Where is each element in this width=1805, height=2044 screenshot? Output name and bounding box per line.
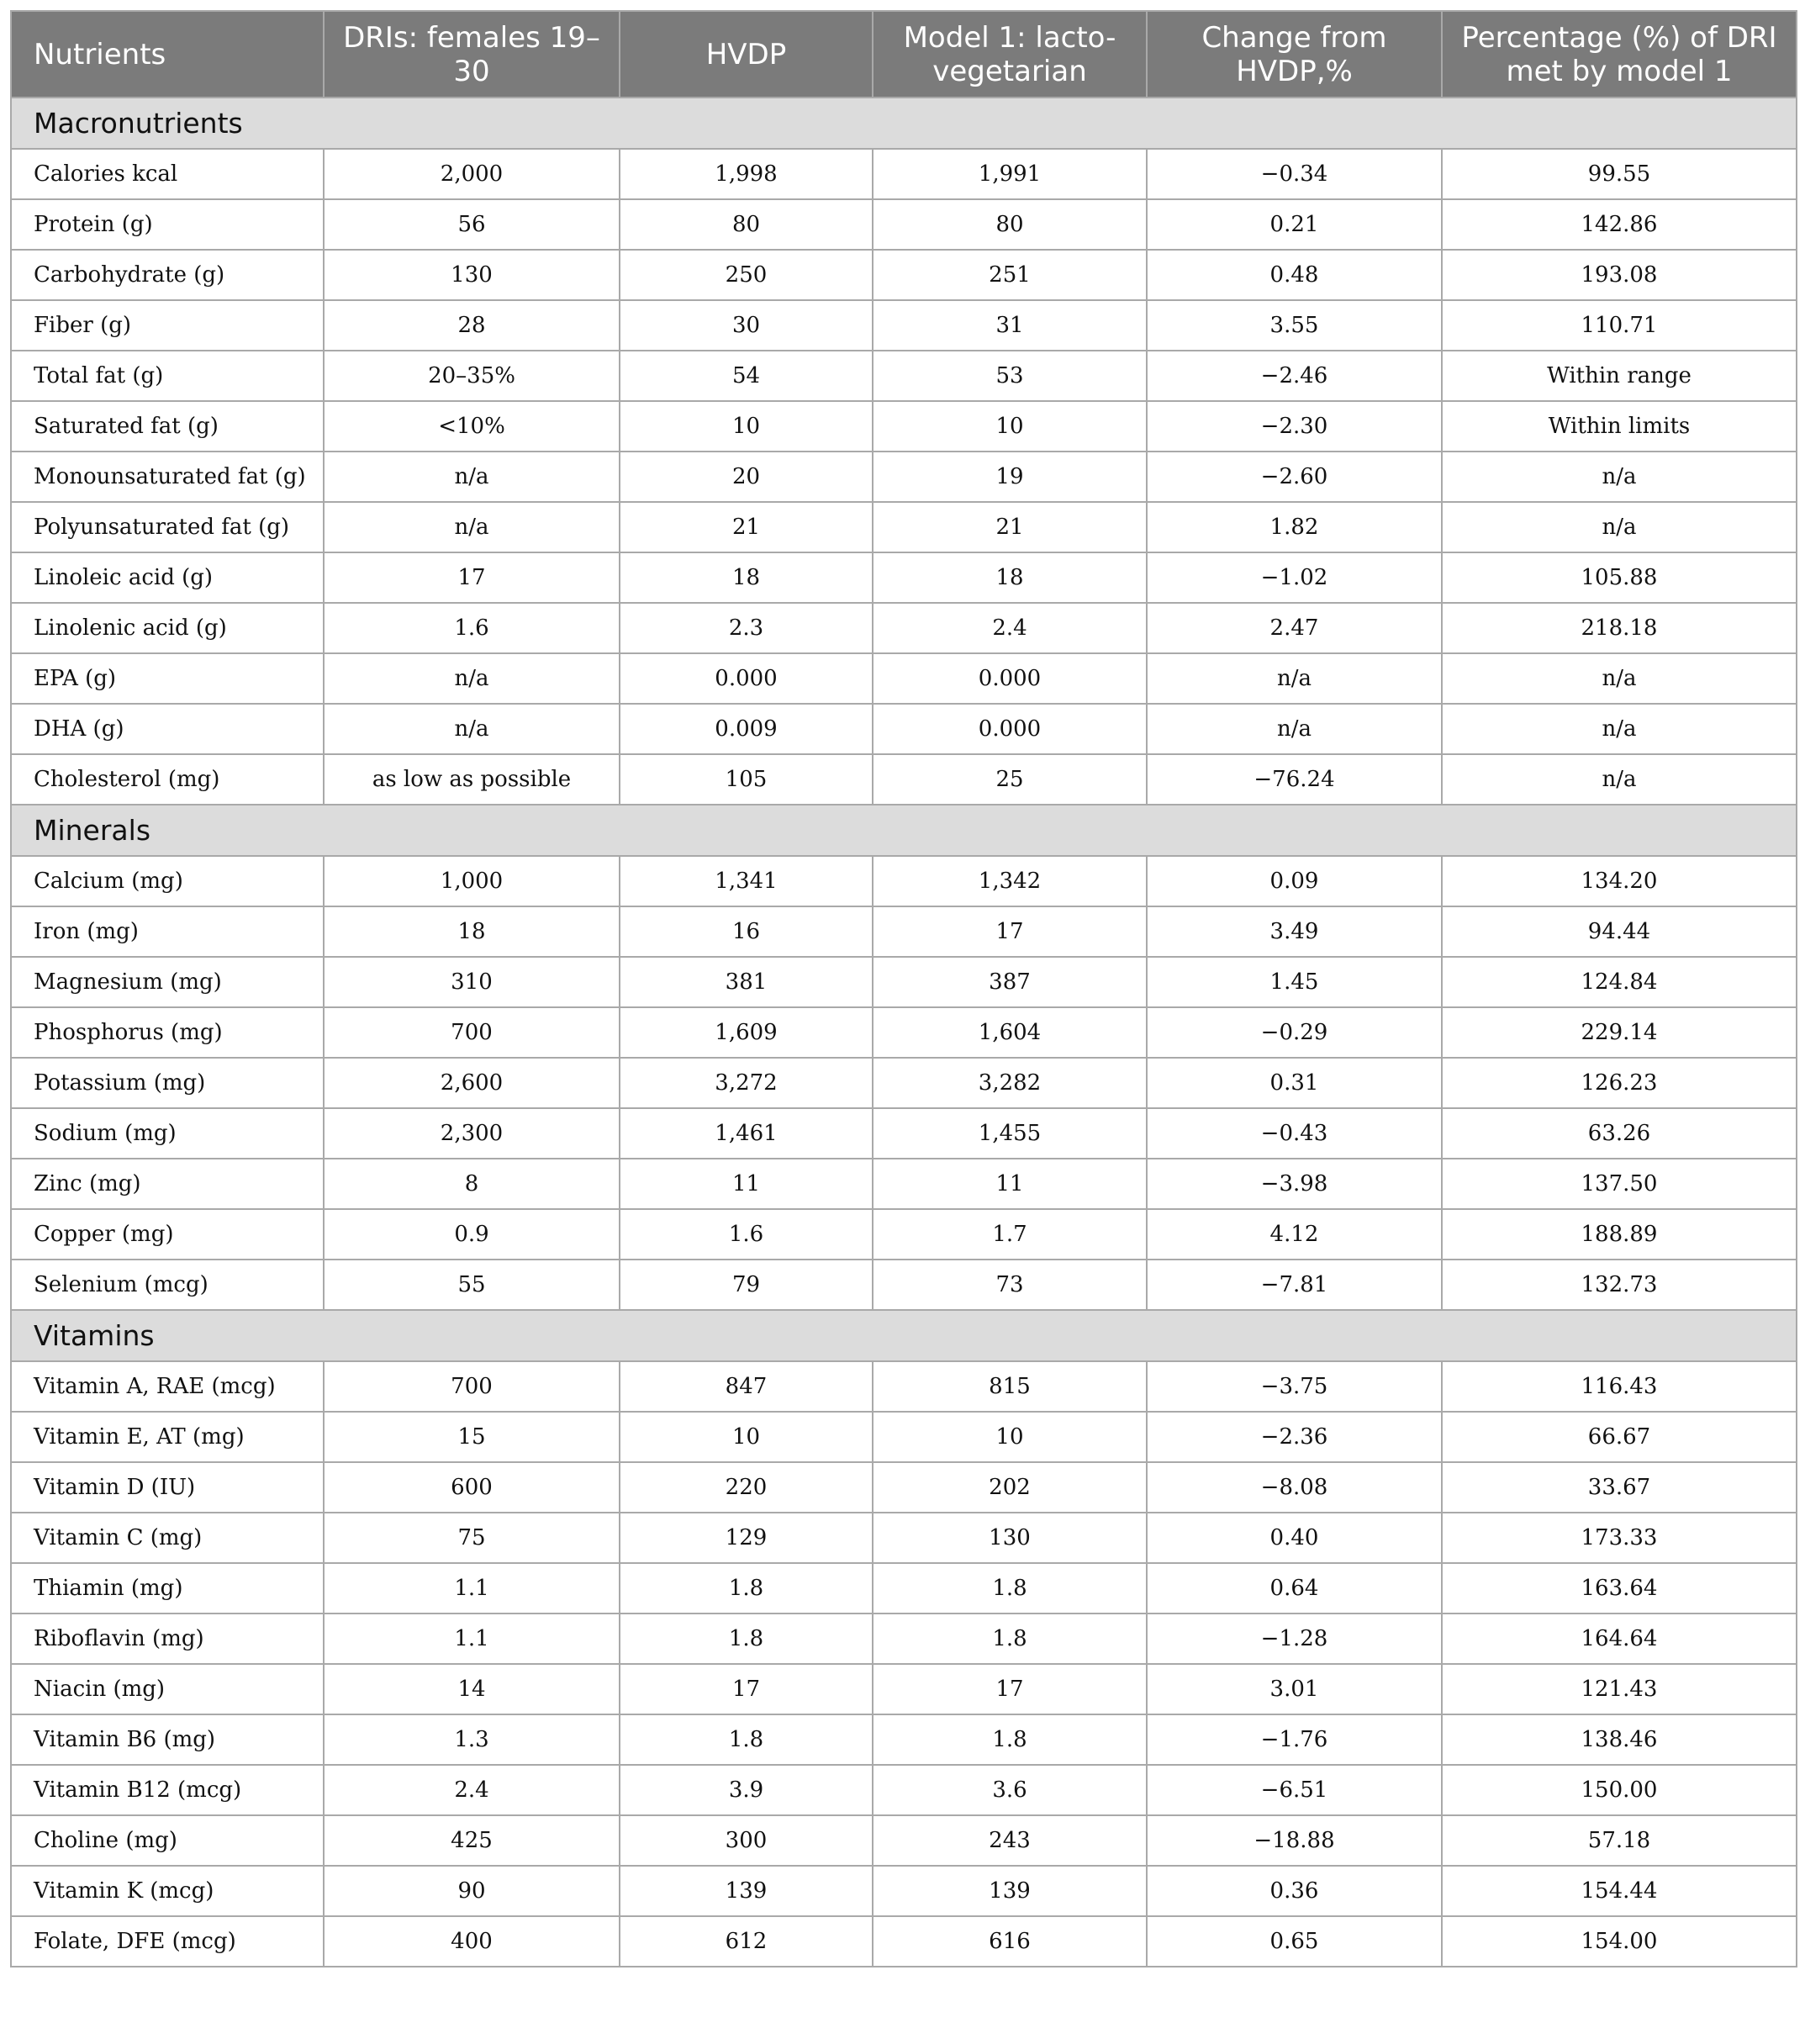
model1-cell: 251 <box>873 250 1147 300</box>
dri-cell: 310 <box>324 957 620 1007</box>
hvdp-cell: 381 <box>620 957 873 1007</box>
percent-dri-cell: 193.08 <box>1442 250 1797 300</box>
hvdp-cell: 10 <box>620 1412 873 1462</box>
dri-cell: 20–35% <box>324 351 620 401</box>
percent-dri-cell: n/a <box>1442 704 1797 754</box>
change-cell: 1.82 <box>1147 502 1442 552</box>
dri-cell: 8 <box>324 1159 620 1209</box>
nutrient-name-cell: Sodium (mg) <box>11 1108 324 1159</box>
table-row <box>11 704 1797 754</box>
hvdp-cell: 21 <box>620 502 873 552</box>
hvdp-cell: 1.8 <box>620 1614 873 1664</box>
model1-cell: 1,455 <box>873 1108 1147 1159</box>
percent-dri-cell: 121.43 <box>1442 1664 1797 1714</box>
dri-cell: 600 <box>324 1462 620 1513</box>
dri-cell: n/a <box>324 653 620 704</box>
percent-dri-cell: 137.50 <box>1442 1159 1797 1209</box>
dri-cell: 90 <box>324 1866 620 1916</box>
nutrient-name-cell: Vitamin A, RAE (mcg) <box>11 1361 324 1412</box>
dri-cell: 1.1 <box>324 1614 620 1664</box>
hvdp-cell: 612 <box>620 1916 873 1967</box>
change-cell: −2.36 <box>1147 1412 1442 1462</box>
percent-dri-cell: n/a <box>1442 452 1797 502</box>
hvdp-cell: 1,341 <box>620 856 873 906</box>
table-row <box>11 1058 1797 1108</box>
table-header <box>11 11 1797 98</box>
section-title: Macronutrients <box>11 98 1797 149</box>
model1-cell: 73 <box>873 1260 1147 1310</box>
model1-cell: 2.4 <box>873 603 1147 653</box>
change-cell: 0.65 <box>1147 1916 1442 1967</box>
dri-cell: 1,000 <box>324 856 620 906</box>
change-cell: 0.21 <box>1147 199 1442 250</box>
percent-dri-cell: 218.18 <box>1442 603 1797 653</box>
table-row <box>11 957 1797 1007</box>
hvdp-cell: 1.8 <box>620 1714 873 1765</box>
nutrient-name-cell: Protein (g) <box>11 199 324 250</box>
nutrient-name-cell: Potassium (mg) <box>11 1058 324 1108</box>
dri-cell: n/a <box>324 452 620 502</box>
percent-dri-cell: 188.89 <box>1442 1209 1797 1260</box>
dri-cell: 400 <box>324 1916 620 1967</box>
nutrient-table <box>10 10 1797 1967</box>
table-row <box>11 1563 1797 1614</box>
table-row <box>11 754 1797 805</box>
table-row <box>11 1765 1797 1815</box>
hvdp-cell: 11 <box>620 1159 873 1209</box>
dri-cell: 14 <box>324 1664 620 1714</box>
model1-cell: 815 <box>873 1361 1147 1412</box>
nutrient-name-cell: Magnesium (mg) <box>11 957 324 1007</box>
nutrient-name-cell: Vitamin D (IU) <box>11 1462 324 1513</box>
percent-dri-cell: 229.14 <box>1442 1007 1797 1058</box>
dri-cell: n/a <box>324 502 620 552</box>
percent-dri-cell: n/a <box>1442 653 1797 704</box>
percent-dri-cell: 154.44 <box>1442 1866 1797 1916</box>
nutrient-name-cell: Calories kcal <box>11 149 324 199</box>
change-cell: −0.29 <box>1147 1007 1442 1058</box>
header-hvdp: HVDP <box>620 11 873 98</box>
dri-cell: 2,300 <box>324 1108 620 1159</box>
hvdp-cell: 16 <box>620 906 873 957</box>
change-cell: 2.47 <box>1147 603 1442 653</box>
percent-dri-cell: 164.64 <box>1442 1614 1797 1664</box>
change-cell: −2.30 <box>1147 401 1442 452</box>
change-cell: n/a <box>1147 653 1442 704</box>
change-cell: −18.88 <box>1147 1815 1442 1866</box>
header-change: Change from HVDP,% <box>1147 11 1442 98</box>
change-cell: −1.76 <box>1147 1714 1442 1765</box>
model1-cell: 21 <box>873 502 1147 552</box>
percent-dri-cell: 150.00 <box>1442 1765 1797 1815</box>
nutrient-name-cell: Vitamin E, AT (mg) <box>11 1412 324 1462</box>
dri-cell: <10% <box>324 401 620 452</box>
percent-dri-cell: 126.23 <box>1442 1058 1797 1108</box>
model1-cell: 19 <box>873 452 1147 502</box>
table-row <box>11 199 1797 250</box>
hvdp-cell: 847 <box>620 1361 873 1412</box>
change-cell: 0.64 <box>1147 1563 1442 1614</box>
table-row <box>11 1108 1797 1159</box>
nutrient-name-cell: Riboflavin (mg) <box>11 1614 324 1664</box>
dri-cell: 0.9 <box>324 1209 620 1260</box>
percent-dri-cell: 105.88 <box>1442 552 1797 603</box>
table-row <box>11 1714 1797 1765</box>
percent-dri-cell: 110.71 <box>1442 300 1797 351</box>
hvdp-cell: 10 <box>620 401 873 452</box>
table-row <box>11 452 1797 502</box>
hvdp-cell: 220 <box>620 1462 873 1513</box>
table-row <box>11 1664 1797 1714</box>
hvdp-cell: 17 <box>620 1664 873 1714</box>
table-row <box>11 1412 1797 1462</box>
change-cell: −3.75 <box>1147 1361 1442 1412</box>
change-cell: 0.31 <box>1147 1058 1442 1108</box>
model1-cell: 0.000 <box>873 653 1147 704</box>
percent-dri-cell: 134.20 <box>1442 856 1797 906</box>
model1-cell: 1,991 <box>873 149 1147 199</box>
table-row <box>11 1815 1797 1866</box>
nutrient-name-cell: Linolenic acid (g) <box>11 603 324 653</box>
hvdp-cell: 1,461 <box>620 1108 873 1159</box>
model1-cell: 1.8 <box>873 1714 1147 1765</box>
table-row <box>11 1159 1797 1209</box>
percent-dri-cell: 132.73 <box>1442 1260 1797 1310</box>
table-row <box>11 502 1797 552</box>
nutrient-name-cell: Vitamin K (mcg) <box>11 1866 324 1916</box>
hvdp-cell: 1.8 <box>620 1563 873 1614</box>
nutrient-name-cell: Thiamin (mg) <box>11 1563 324 1614</box>
table-row <box>11 401 1797 452</box>
change-cell: −0.34 <box>1147 149 1442 199</box>
model1-cell: 17 <box>873 1664 1147 1714</box>
percent-dri-cell: 94.44 <box>1442 906 1797 957</box>
change-cell: 0.48 <box>1147 250 1442 300</box>
model1-cell: 0.000 <box>873 704 1147 754</box>
hvdp-cell: 139 <box>620 1866 873 1916</box>
nutrient-name-cell: Folate, DFE (mcg) <box>11 1916 324 1967</box>
nutrient-name-cell: Phosphorus (mg) <box>11 1007 324 1058</box>
hvdp-cell: 0.000 <box>620 653 873 704</box>
hvdp-cell: 1,998 <box>620 149 873 199</box>
header-model1: Model 1: lacto-vegetarian <box>873 11 1147 98</box>
model1-cell: 17 <box>873 906 1147 957</box>
model1-cell: 3.6 <box>873 1765 1147 1815</box>
dri-cell: 55 <box>324 1260 620 1310</box>
dri-cell: 18 <box>324 906 620 957</box>
nutrient-name-cell: Monounsaturated fat (g) <box>11 452 324 502</box>
table-row <box>11 1260 1797 1310</box>
nutrient-name-cell: Linoleic acid (g) <box>11 552 324 603</box>
change-cell: 4.12 <box>1147 1209 1442 1260</box>
header-row <box>11 11 1797 98</box>
table-row <box>11 1916 1797 1967</box>
nutrient-name-cell: Cholesterol (mg) <box>11 754 324 805</box>
model1-cell: 3,282 <box>873 1058 1147 1108</box>
hvdp-cell: 129 <box>620 1513 873 1563</box>
model1-cell: 18 <box>873 552 1147 603</box>
change-cell: 1.45 <box>1147 957 1442 1007</box>
dri-cell: 1.3 <box>324 1714 620 1765</box>
percent-dri-cell: 116.43 <box>1442 1361 1797 1412</box>
change-cell: −6.51 <box>1147 1765 1442 1815</box>
table-row <box>11 856 1797 906</box>
percent-dri-cell: 99.55 <box>1442 149 1797 199</box>
table-row <box>11 149 1797 199</box>
hvdp-cell: 79 <box>620 1260 873 1310</box>
table-row <box>11 603 1797 653</box>
section-title: Vitamins <box>11 1310 1797 1361</box>
dri-cell: 17 <box>324 552 620 603</box>
percent-dri-cell: 154.00 <box>1442 1916 1797 1967</box>
dri-cell: 15 <box>324 1412 620 1462</box>
hvdp-cell: 0.009 <box>620 704 873 754</box>
hvdp-cell: 250 <box>620 250 873 300</box>
change-cell: n/a <box>1147 704 1442 754</box>
hvdp-cell: 1,609 <box>620 1007 873 1058</box>
table-row <box>11 1462 1797 1513</box>
hvdp-cell: 300 <box>620 1815 873 1866</box>
change-cell: −2.46 <box>1147 351 1442 401</box>
change-cell: −0.43 <box>1147 1108 1442 1159</box>
change-cell: 0.09 <box>1147 856 1442 906</box>
percent-dri-cell: 163.64 <box>1442 1563 1797 1614</box>
percent-dri-cell: 138.46 <box>1442 1714 1797 1765</box>
table-row <box>11 351 1797 401</box>
nutrient-name-cell: Carbohydrate (g) <box>11 250 324 300</box>
model1-cell: 10 <box>873 1412 1147 1462</box>
percent-dri-cell: Within range <box>1442 351 1797 401</box>
table-row <box>11 1614 1797 1664</box>
table-row <box>11 1513 1797 1563</box>
dri-cell: 2.4 <box>324 1765 620 1815</box>
model1-cell: 202 <box>873 1462 1147 1513</box>
percent-dri-cell: 33.67 <box>1442 1462 1797 1513</box>
model1-cell: 80 <box>873 199 1147 250</box>
nutrient-name-cell: Choline (mg) <box>11 1815 324 1866</box>
model1-cell: 11 <box>873 1159 1147 1209</box>
dri-cell: 2,600 <box>324 1058 620 1108</box>
change-cell: −2.60 <box>1147 452 1442 502</box>
nutrient-name-cell: DHA (g) <box>11 704 324 754</box>
nutrient-name-cell: Zinc (mg) <box>11 1159 324 1209</box>
percent-dri-cell: 66.67 <box>1442 1412 1797 1462</box>
change-cell: 3.49 <box>1147 906 1442 957</box>
model1-cell: 53 <box>873 351 1147 401</box>
percent-dri-cell: 173.33 <box>1442 1513 1797 1563</box>
dri-cell: 2,000 <box>324 149 620 199</box>
dri-cell: 700 <box>324 1361 620 1412</box>
model1-cell: 243 <box>873 1815 1147 1866</box>
model1-cell: 387 <box>873 957 1147 1007</box>
hvdp-cell: 1.6 <box>620 1209 873 1260</box>
table-row <box>11 1866 1797 1916</box>
table-row <box>11 300 1797 351</box>
table-row <box>11 1007 1797 1058</box>
header-dri: DRIs: females 19–30 <box>324 11 620 98</box>
nutrient-name-cell: Vitamin C (mg) <box>11 1513 324 1563</box>
dri-cell: 1.1 <box>324 1563 620 1614</box>
percent-dri-cell: n/a <box>1442 502 1797 552</box>
header-nutrients: Nutrients <box>11 11 324 98</box>
hvdp-cell: 20 <box>620 452 873 502</box>
percent-dri-cell: 142.86 <box>1442 199 1797 250</box>
change-cell: −7.81 <box>1147 1260 1442 1310</box>
hvdp-cell: 3,272 <box>620 1058 873 1108</box>
nutrient-name-cell: Niacin (mg) <box>11 1664 324 1714</box>
table-row <box>11 653 1797 704</box>
dri-cell: n/a <box>324 704 620 754</box>
model1-cell: 139 <box>873 1866 1147 1916</box>
header-percent-dri: Percentage (%) of DRI met by model 1 <box>1442 11 1797 98</box>
model1-cell: 10 <box>873 401 1147 452</box>
change-cell: −1.28 <box>1147 1614 1442 1664</box>
model1-cell: 1.7 <box>873 1209 1147 1260</box>
table-body <box>11 98 1797 1967</box>
section-row <box>11 805 1797 856</box>
nutrient-name-cell: Saturated fat (g) <box>11 401 324 452</box>
table-row <box>11 250 1797 300</box>
change-cell: −76.24 <box>1147 754 1442 805</box>
dri-cell: as low as possible <box>324 754 620 805</box>
nutrient-name-cell: Total fat (g) <box>11 351 324 401</box>
hvdp-cell: 54 <box>620 351 873 401</box>
model1-cell: 616 <box>873 1916 1147 1967</box>
nutrient-name-cell: EPA (g) <box>11 653 324 704</box>
section-title: Minerals <box>11 805 1797 856</box>
change-cell: 0.40 <box>1147 1513 1442 1563</box>
nutrient-name-cell: Fiber (g) <box>11 300 324 351</box>
nutrient-name-cell: Selenium (mcg) <box>11 1260 324 1310</box>
hvdp-cell: 3.9 <box>620 1765 873 1815</box>
nutrient-name-cell: Calcium (mg) <box>11 856 324 906</box>
table-row <box>11 1361 1797 1412</box>
hvdp-cell: 105 <box>620 754 873 805</box>
nutrient-name-cell: Polyunsaturated fat (g) <box>11 502 324 552</box>
table-row <box>11 552 1797 603</box>
percent-dri-cell: n/a <box>1442 754 1797 805</box>
dri-cell: 75 <box>324 1513 620 1563</box>
nutrient-name-cell: Copper (mg) <box>11 1209 324 1260</box>
dri-cell: 700 <box>324 1007 620 1058</box>
nutrient-name-cell: Vitamin B12 (mcg) <box>11 1765 324 1815</box>
change-cell: 3.01 <box>1147 1664 1442 1714</box>
hvdp-cell: 80 <box>620 199 873 250</box>
model1-cell: 1,342 <box>873 856 1147 906</box>
table-row <box>11 1209 1797 1260</box>
dri-cell: 130 <box>324 250 620 300</box>
model1-cell: 25 <box>873 754 1147 805</box>
dri-cell: 425 <box>324 1815 620 1866</box>
model1-cell: 130 <box>873 1513 1147 1563</box>
model1-cell: 1.8 <box>873 1563 1147 1614</box>
change-cell: 0.36 <box>1147 1866 1442 1916</box>
percent-dri-cell: 57.18 <box>1442 1815 1797 1866</box>
model1-cell: 1.8 <box>873 1614 1147 1664</box>
model1-cell: 1,604 <box>873 1007 1147 1058</box>
percent-dri-cell: 124.84 <box>1442 957 1797 1007</box>
hvdp-cell: 30 <box>620 300 873 351</box>
change-cell: −8.08 <box>1147 1462 1442 1513</box>
nutrient-name-cell: Vitamin B6 (mg) <box>11 1714 324 1765</box>
table-row <box>11 906 1797 957</box>
dri-cell: 1.6 <box>324 603 620 653</box>
change-cell: 3.55 <box>1147 300 1442 351</box>
percent-dri-cell: 63.26 <box>1442 1108 1797 1159</box>
section-row <box>11 98 1797 149</box>
section-row <box>11 1310 1797 1361</box>
model1-cell: 31 <box>873 300 1147 351</box>
nutrient-name-cell: Iron (mg) <box>11 906 324 957</box>
dri-cell: 28 <box>324 300 620 351</box>
change-cell: −1.02 <box>1147 552 1442 603</box>
hvdp-cell: 18 <box>620 552 873 603</box>
percent-dri-cell: Within limits <box>1442 401 1797 452</box>
change-cell: −3.98 <box>1147 1159 1442 1209</box>
hvdp-cell: 2.3 <box>620 603 873 653</box>
dri-cell: 56 <box>324 199 620 250</box>
